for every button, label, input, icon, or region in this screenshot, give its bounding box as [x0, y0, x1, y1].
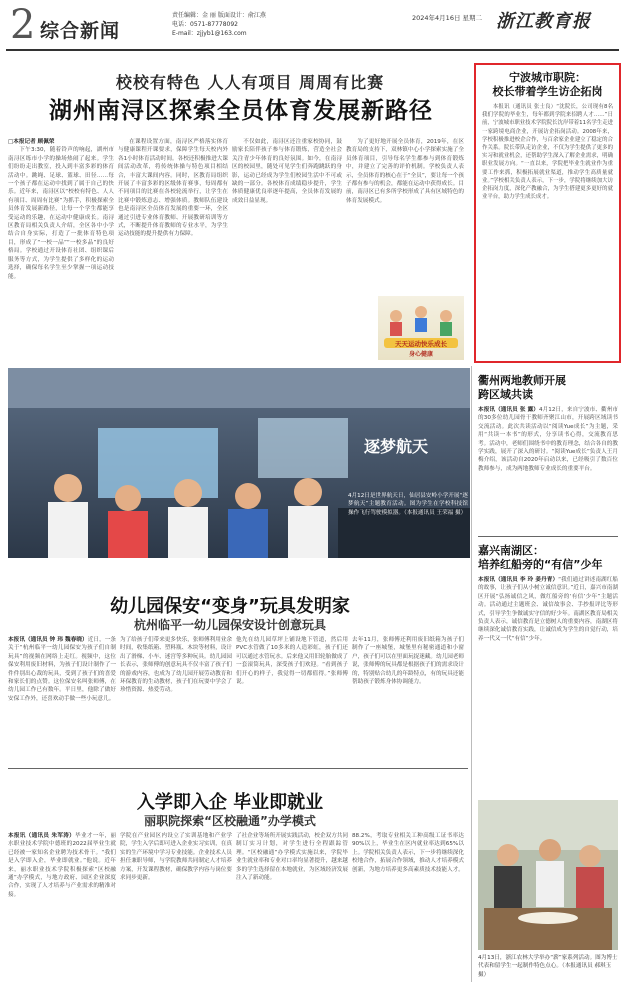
side2-headline-1: 嘉兴南湖区： — [478, 544, 544, 557]
editors-info — [172, 11, 372, 38]
story3-column-4 — [352, 832, 464, 982]
story-divider — [8, 768, 468, 769]
side1-headline-1: 衢州两地教师开展 — [478, 374, 566, 387]
newspaper-logo: 浙江教育报 — [496, 11, 591, 32]
side2-body — [478, 576, 618, 790]
side-divider — [478, 536, 618, 537]
page-number: 2 — [10, 2, 36, 48]
phone-line: 电话：0571-87778092 — [172, 21, 238, 28]
story3-text-4: 88.2%，考取专业相关工种高级工证书率达90%以上，毕业生在区内就业率达到65%以上。学院相关负责人表示，下一步将继续深化校地合作，拓展合作领域，推动人才培养模式创新，为地方培养更多高素质技术技能人才。 — [352, 833, 464, 873]
story2-text-3: 他先在幼儿园草坪上铺设地下管道，然后用PVC水管做了10多米的人造彩虹，孩子们还可以通过水管玩水。后来他又用旧轮胎做成了一套滚筒玩具，深受孩子们欢迎。“看到孩子们开心的样子，我觉得一切都值得。”张师傅说。 — [236, 637, 348, 686]
lead-byline: □本报记者 顾佩荣 — [8, 139, 55, 145]
story2-column-1 — [8, 636, 116, 756]
banner-text-2: 身心健康 — [408, 351, 433, 358]
lead-text-4: 为了更好地开展全员体育，2019年，在区教育局的支持下，双林镇中心小学探索实施了全员体育项目，引导每名学生都参与到体育锻炼中，并建立了完善的评价机制。学校负责人表示，全员体育的核心在于“全员”，要让每一个孩子都有参与的机会，都能在运动中获得成长。目前，南浔区已有多所学校形成了具有区域特色的体育发展模式。 — [346, 139, 464, 204]
people-cooking-icon — [478, 800, 618, 950]
side1-text: 4月12日，来自宁波市、衢州市的30多位幼儿园骨干教师齐聚江山市，开展跨区域读书交流活动。此次共读活动以“阅读Yue成长”为主题，采用“共读一本书”的形式，分享读书心得，交流教育思考。活动中，老师们围绕书中的教育理念，结合各自的教学实践，展开了深入的研讨。“阅读Yue成长”负责人王月梅介绍，该活动自2020年启动以来，已经吸引了数百位教师参与，成为两地教师专业成长的重要平台。 — [478, 407, 618, 472]
section-title: 综合新闻 — [40, 20, 121, 42]
story3-text-2: 学院在产业园区内设立了实训基地和产业学院，学生入学后即可进入企业实习实训，在真实的生产环境中学习专业技能。企业技术人员担任兼职导师，与学院教师共同制定人才培养方案，开发课程教材，确保教学内容与岗位要求同步更新。 — [120, 833, 232, 882]
featured-title-1: 宁波城市职院： — [509, 71, 586, 84]
story3-text-1: 毕业才一年，丽水职业技术学院中德班的2022届毕业生就已经被一家知名企业聘为技术骨干。“我们是入学即入企，毕业即就业。”他说。近年来，丽水职业技术学院积极探索“区校融通”办学模式，与地方政府、园区企业深度合作，实现了人才培养与产业需求的精准对接。 — [8, 833, 116, 898]
side2-headline-2: 培养红船旁的“有信”少年 — [478, 558, 603, 571]
space-education-photo — [8, 368, 470, 558]
story3-subhead: 丽职院探索“区校融通”办学模式 — [144, 814, 316, 828]
lead-text-3: 不仅如此，南浔区还注重家校协同，鼓励家长陪伴孩子参与体育锻炼，营造全社会关注青少年体育的良好氛围。如今，在南浔区的校园里，随处可见学生们奔跑跳跃的身影，运动已经成为学生们校园生活中不可或缺的一部分。各校体育成绩稳步提升，学生体质健康优良率逐年提高，全员体育发展的成效日益显现。 — [232, 139, 342, 204]
featured-body: 本报讯（通讯员 张士良）“沈院长，公司现有8名我们学院的毕业生，每年都到学院来招聘人才……”日前，宁波城市职业技术学院院长沈岸带着11名学生走进一家跨境电商企业，开展访企拓岗活动。2008年来，学校积极推进校企合作，与百余家企业建立了稳定的合作关系。院长带队走访企业，不仅为学生提供了更多的实习和就业机会，还帮助学生深入了解企业需求，明确职业发展方向。“一直以来，学院把毕业生就业作为重要工作来抓，积极拓展就业渠道，推动学生高质量就业。”学校相关负责人表示，下一步，学院将继续加大访企拓岗力度，深化产教融合，为学生搭建更多更好的就业平台，助力学生成长成才。 — [482, 104, 613, 201]
story2-column-2 — [120, 636, 232, 756]
side2-byline: 本报讯（通讯员 李 玲 姜丹青） — [478, 577, 559, 583]
side1-headline-2: 跨区域共读 — [478, 388, 533, 401]
side1-headline — [478, 374, 618, 402]
story2-text-4: 去年11月，张师傅还利用废旧纸箱为孩子们制作了一座城堡，城堡里有秘密通道和小窗户，孩子们可以在里面玩捉迷藏。幼儿园老师说，张师傅的玩具都是根据孩子们的需求设计的，特别贴合幼儿的年龄特点，有的玩具还能帮助孩子锻炼身体协调能力。 — [352, 637, 464, 686]
lead-kicker: 校校有特色 人人有项目 周周有比赛 — [115, 73, 385, 92]
story2-subhead: 杭州临平一幼儿园保安设计创意玩具 — [133, 618, 326, 632]
story2-text-2: 为了给孩子们带来更多快乐，张师傅利用业余时间，收集纸箱、塑料瓶、木块等材料，设计出了滑梯、小车、迷宫等多种玩具。幼儿园园长表示，张师傅的创意玩具不仅丰富了孩子们的游戏内容，也成为了幼儿园开展劳动教育和环保教育的生动教材，孩子们在玩耍中学会了珍惜资源、热爱劳动。 — [120, 637, 232, 694]
editors-line: 责任编辑：金 丽 版面设计：俞江燕 — [172, 12, 266, 19]
lead-column-1 — [8, 138, 114, 338]
top-rule — [6, 49, 619, 51]
story2-headline: 幼儿园保安“变身”玩具发明家 — [110, 596, 350, 617]
side2-headline — [478, 544, 618, 572]
story3-column-2 — [120, 832, 232, 982]
photo-caption: 4月12日是世界航天日，仙居县安岭小学开展“逐梦航天”主题教育活动。图为学生在学校科技馆操作飞行驾驶模拟器。（本报通讯员 王荣福 摄） — [348, 493, 468, 516]
email-line: E-mail：zjjyb1@163.com — [172, 30, 247, 37]
lead-column-3 — [232, 138, 342, 338]
lead-column-2 — [118, 138, 228, 338]
story3-headline: 入学即入企 毕业即就业 — [136, 792, 324, 813]
side1-byline: 本报讯（通讯员 张 露） — [478, 407, 539, 413]
sports-illustration — [378, 296, 464, 360]
classroom-simulator-icon — [8, 368, 470, 558]
lead-headline: 湖州南浔区探索全员体育发展新路径 — [49, 98, 433, 124]
photo-overlay-title: 逐梦航天 — [364, 437, 429, 456]
side1-body — [478, 406, 618, 530]
story2-column-4 — [352, 636, 464, 756]
issue-date: 2024年4月16日 星期二 — [412, 14, 483, 22]
story3-column-1 — [8, 832, 116, 982]
banner-text: 天天运动快乐成长 — [395, 340, 447, 348]
story3-text-3: 了社企业等场所开展实践活动，校企双方共同制订实习计划，对学生进行全程跟踪管理。“区校融通”办学模式实施以来，学院毕业生就业率和专业对口率均显著提升，越来越多的学生选择留在本地就业，为区域经济发展注入了新动能。 — [236, 833, 348, 882]
featured-story-box — [474, 63, 621, 363]
story3-column-3 — [236, 832, 348, 982]
lead-text-1: 下午3:30，随着铃声的响起，湖州市南浔区练市小学的操场热闹了起来。学生们纷纷走出教室，投入到丰富多彩的体育活动中。跳绳、足球、篮球、田径……每一个孩子都在运动中找到了属于自己的快乐。近年来，南浔区以“校校有特色、人人有项目、周周有比赛”为抓手，积极探索全员体育发展新路径，让每一个学生都能享受运动的乐趣，在运动中健康成长。南浔区教育局相关负责人介绍，全区各中小学结合自身实际，打造了一批体育特色项目，形成了“一校一品”“一校多品”的良好格局。学校通过开设体育社团、组织课后服务等方式，为学生提供了多样化的运动选择，确保每名学生至少掌握一项运动技能。 — [8, 147, 114, 280]
story3-byline: 本报讯（通讯员 朱军涛） — [8, 833, 76, 839]
column-divider — [471, 366, 472, 982]
side2-text: “我们通过讲述南湖红船的故事，让孩子们从小树立诚信意识。”近日，嘉兴市南湖区开展“弘扬诚信之风，做红船旁的‘有信’少年”主题活动。活动通过主题班会、诚信故事会、手抄报评比等形式，引导学生争做诚实守信的好少年。南湖区教育局相关负责人表示，诚信教育是立德树人的重要内容，南湖区将继续深化诚信教育实践，让诚信成为学生的自觉行动，培养一代又一代“有信”少年。 — [478, 577, 618, 642]
university-event-photo — [478, 800, 618, 950]
story2-column-3 — [236, 636, 348, 756]
right-photo-caption: 4月13日，浙江农林大学举办“薪”家系列活动。图为博士代表和留学生一起制作特色点心。（本报通讯员 郝琪玉 摄） — [478, 955, 618, 978]
story2-text-1: 近日，一条关于“杭州临平一幼儿园保安为孩子们自制玩具”的视频在网络上走红。视频中，这位保安利用废旧材料，为孩子们设计制作了一件件别出心裁的玩具，受到了孩子们的喜爱和家长们的点赞。这位保安名叫张师傅，在幼儿园工作已有数年。平日里，他除了做好安保工作外，还喜欢动手做一些小玩意儿。 — [8, 637, 116, 702]
featured-title-2: 校长带着学生访企拓岗 — [492, 85, 603, 98]
story2-byline: 本报讯（通讯员 钟 玮 魏春晓） — [8, 637, 88, 643]
lead-text-2: 在课程设置方面，南浔区严格落实体育与健康课程开课要求，保障学生每天校内外各1小时体育活动时间。各校还积极推进大课间活动改革，将传统体操与特色项目相结合，丰富大课间内容。同时，区教育局组织开展了丰富多彩的区级体育赛事，每周都有不同项目的比赛在各校轮流举行，让学生在比赛中锻炼意志、增强体质。教师队伍建设也是南浔区全员体育发展的重要一环，全区通过引进专业体育教师、开展教研培训等方式，不断提升体育教师的专业水平，为学生运动技能的提升提供有力保障。 — [118, 139, 228, 238]
masthead — [6, 4, 619, 48]
